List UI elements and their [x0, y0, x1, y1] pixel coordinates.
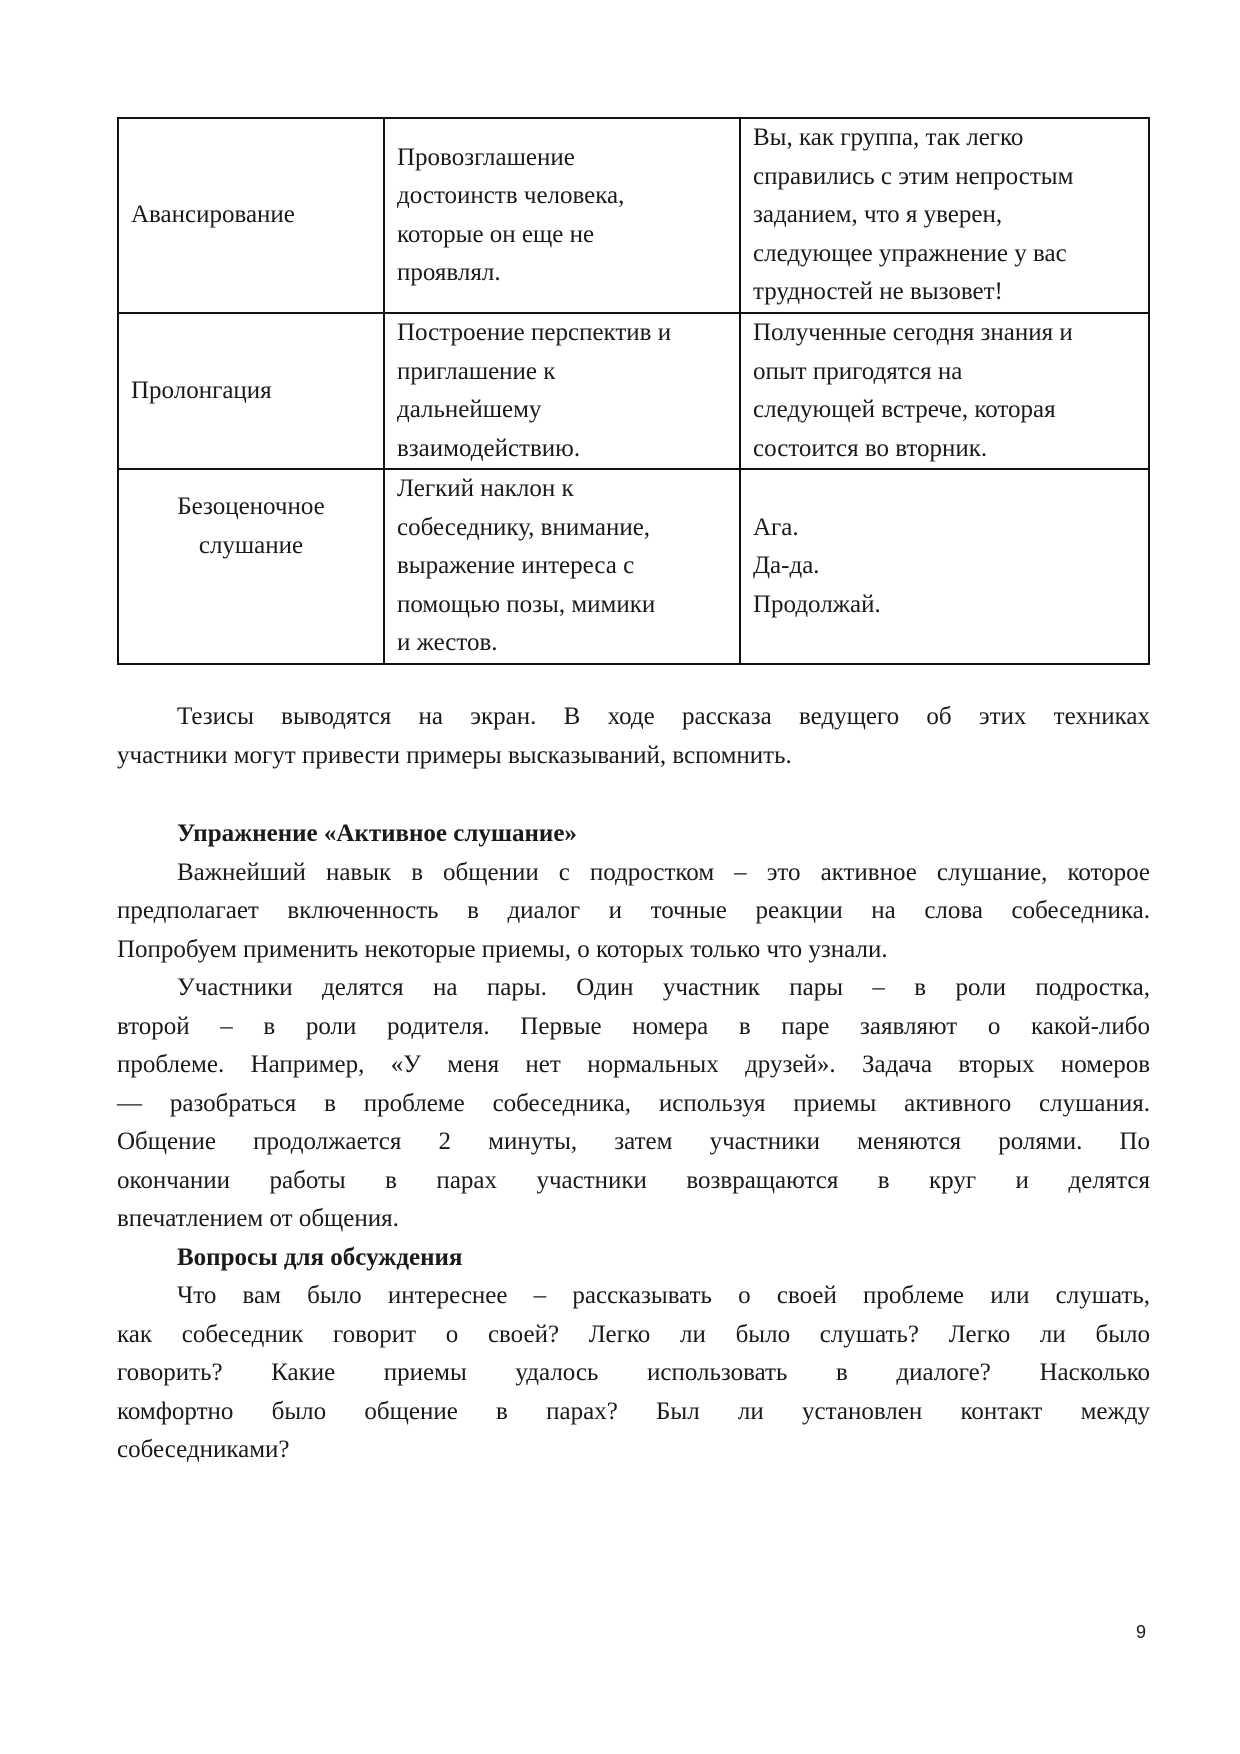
section-active-listening — [117, 815, 1150, 1470]
example-line: заданием, что я уверен, — [753, 201, 1003, 229]
description-line: помощью позы, мимики — [397, 590, 656, 618]
text-line: Важнейший навык в общении с подростком – это активное слушание, которое — [177, 858, 1150, 886]
example-line: опыт пригодятся на — [753, 357, 963, 385]
term-cell — [118, 118, 384, 313]
term-line: слушание — [198, 531, 304, 559]
page-number: 9 — [1136, 1622, 1147, 1642]
term-cell — [118, 313, 384, 469]
description-cell — [384, 313, 740, 469]
example-line: следующей встрече, которая — [753, 396, 1056, 423]
term-line: Безоценочное — [177, 493, 325, 520]
text-line: комфортно было общение в парах? Был ли установлен контакт между — [117, 1397, 1150, 1425]
text-line: Попробуем применить некоторые приемы, о которых только что узнали. — [117, 935, 888, 963]
description-cell — [384, 469, 740, 664]
example-line: Полученные сегодня знания и — [753, 319, 1073, 346]
example-line: следующее упражнение у вас — [753, 239, 1067, 267]
section-heading: Упражнение «Активное слушание» — [177, 820, 577, 847]
example-line: состоится во вторник. — [753, 434, 988, 462]
description-line: выражение интереса с — [397, 552, 635, 579]
description-line: Построение перспектив и — [397, 319, 672, 346]
section-heading: Вопросы для обсуждения — [177, 1243, 463, 1271]
description-line: приглашение к — [397, 357, 556, 385]
table-row — [118, 313, 1149, 469]
text-line: Участники делятся на пары. Один участник пары – в роли подростка, — [177, 974, 1150, 1001]
table-row — [118, 469, 1149, 664]
text-line: — разобраться в проблеме собеседника, используя приемы активного слушания. — [117, 1089, 1150, 1117]
text-line: второй – в роли родителя. Первые номера в паре заявляют о какой-либо — [117, 1012, 1150, 1040]
description-line: и жестов. — [397, 629, 498, 656]
description-line: собеседнику, внимание, — [397, 513, 651, 541]
example-cell — [740, 118, 1149, 313]
text-line: участники могут привести примеры высказываний, вспомнить. — [117, 741, 792, 769]
text-line: Общение продолжается 2 минуты, затем участники меняются ролями. По — [117, 1128, 1150, 1155]
example-line: Вы, как группа, так легко — [753, 124, 1024, 152]
example-cell — [740, 469, 1149, 664]
term-line: Пролонгация — [131, 376, 272, 404]
text-line: окончании работы в парах участники возвращаются в круг и делятся — [117, 1166, 1150, 1194]
description-line: достоинств человека, — [397, 182, 625, 209]
techniques-table — [117, 117, 1150, 665]
text-line: впечатлением от общения. — [117, 1205, 399, 1232]
description-line: дальнейшему — [397, 396, 542, 423]
example-line: Продолжай. — [753, 590, 881, 618]
description-cell — [384, 118, 740, 313]
text-line: говорить? Какие приемы удалось использовать в диалоге? Насколько — [117, 1359, 1150, 1386]
description-line: взаимодействию. — [397, 434, 581, 462]
description-line: проявлял. — [397, 259, 501, 286]
text-line: предполагает включенность в диалог и точные реакции на слова собеседника. — [117, 897, 1150, 924]
description-line: которые он еще не — [397, 220, 595, 248]
text-line: собеседниками? — [117, 1436, 290, 1463]
example-cell — [740, 313, 1149, 469]
description-line: Легкий наклон к — [397, 475, 574, 502]
text-line: Что вам было интереснее – рассказывать о своей проблеме или слушать, — [177, 1282, 1150, 1309]
example-line: Да-да. — [753, 552, 820, 579]
text-line: Тезисы выводятся на экран. В ходе рассказа ведущего об этих техниках — [177, 703, 1150, 730]
term-line: Авансирование — [131, 201, 295, 229]
term-cell — [118, 469, 384, 664]
example-line: трудностей не вызовет! — [753, 278, 1003, 306]
example-line: справились с этим непростым — [753, 162, 1074, 190]
paragraph-theses — [117, 698, 1150, 775]
text-line: как собеседник говорит о своей? Легко ли было слушать? Легко ли было — [117, 1320, 1150, 1348]
table-row — [118, 118, 1149, 313]
example-line: Ага. — [753, 513, 799, 541]
description-line: Провозглашение — [397, 143, 575, 171]
text-line: проблеме. Например, «У меня нет нормальных друзей». Задача вторых номеров — [117, 1051, 1150, 1078]
